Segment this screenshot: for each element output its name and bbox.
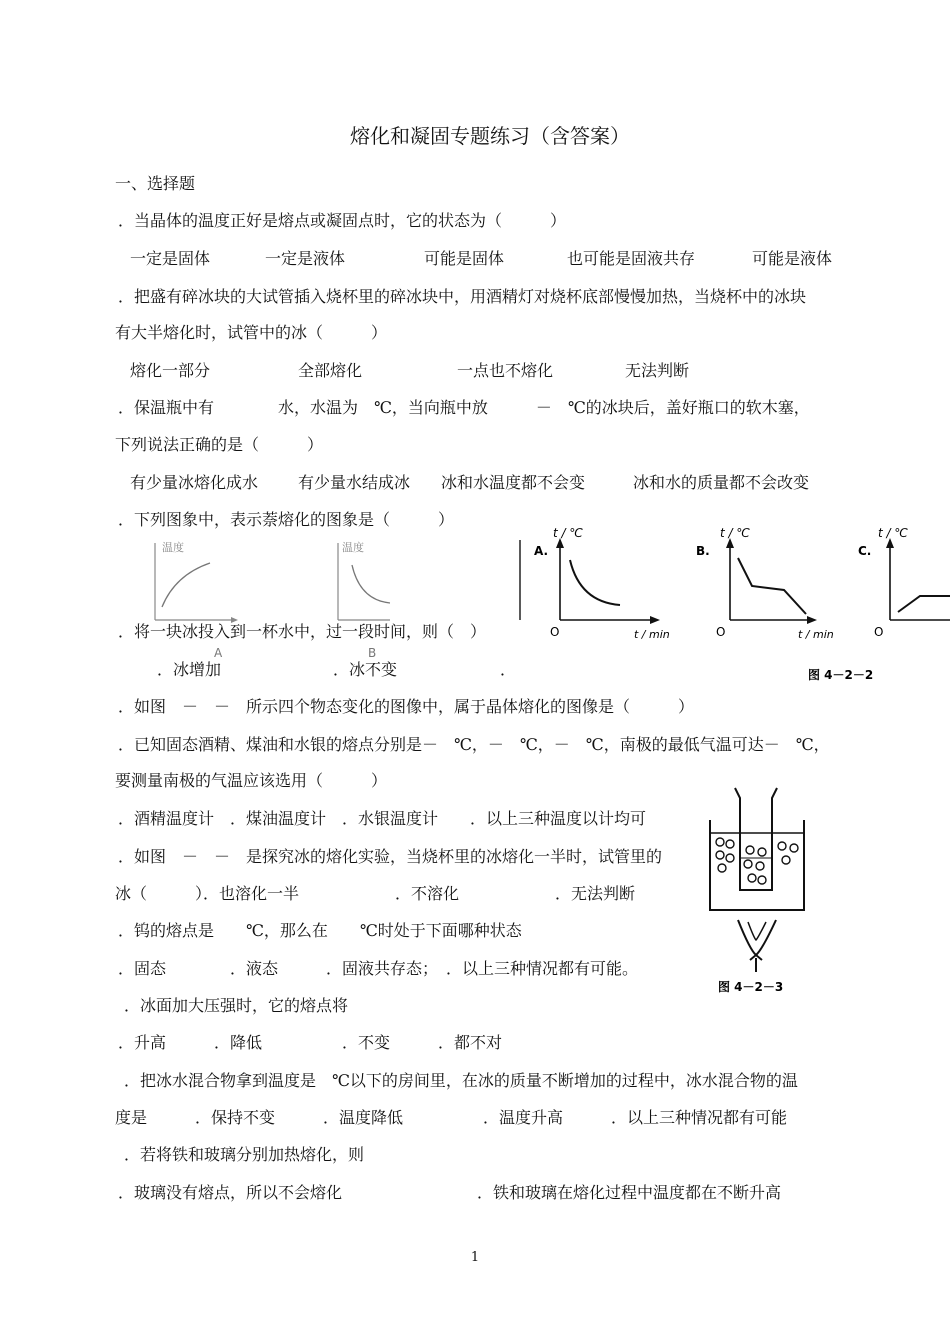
q5-option: ． — [500, 660, 517, 679]
document-title: 熔化和凝固专题练习（含答案） — [350, 124, 630, 148]
figure-graph-a — [534, 526, 670, 641]
q7-options: ．酒精温度计 ．煤油温度计 ．水银温度计 ．以上三种温度以计均可 — [118, 809, 647, 828]
question-2-line-2: 有大半熔化时，试管中的冰（ ） — [115, 323, 388, 342]
graph-b-label: B. — [696, 544, 710, 558]
q2-option: 熔化一部分 — [130, 361, 211, 380]
graph-b-label: B — [368, 646, 377, 660]
q3-option: 有少量水结成冰 — [298, 473, 411, 492]
graph-a-xlabel: t / min — [634, 628, 670, 641]
graph-b-xlabel: t / min — [798, 628, 834, 641]
figure-graph-c — [858, 526, 950, 639]
graph-b-origin: O — [716, 625, 726, 639]
q5-option: ．冰不变 — [333, 660, 398, 679]
figure-4-2-2-caption: 图 4－2－2 — [808, 668, 874, 682]
q1-option: 可能是固体 — [424, 249, 505, 268]
q1-option: 可能是液体 — [752, 249, 833, 268]
section-heading: 一、选择题 — [115, 174, 196, 193]
graph-a-ylabel: t / ℃ — [553, 526, 583, 540]
question-5: ．将一块冰投入到一杯水中，过一段时间，则（ ） — [118, 622, 487, 641]
graph-a — [155, 540, 238, 623]
question-3-line-2: 下列说法正确的是（ ） — [115, 435, 324, 454]
graph-c-ylabel: t / ℃ — [878, 526, 908, 540]
question-8-line-1: ．如图 － － 是探究冰的熔化实验，当烧杯里的冰熔化一半时，试管里的 — [118, 847, 663, 866]
q2-option: 全部熔化 — [298, 361, 363, 380]
question-1: ．当晶体的温度正好是熔点或凝固点时，它的状态为（ ） — [118, 211, 567, 230]
q1-option: 一定是固体 — [130, 249, 211, 268]
q9-options: ．固态 ．液态 ．固液共存态； ．以上三种情况都有可能。 — [118, 959, 639, 978]
question-6: ．如图 － － 所示四个物态变化的图像中，属于晶体熔化的图像是（ ） — [118, 697, 695, 716]
q5-option: ．冰增加 — [157, 660, 222, 679]
graph-c-label: C. — [858, 544, 872, 558]
q2-option: 一点也不熔化 — [457, 361, 554, 380]
q12-option: ．玻璃没有熔点，所以不会熔化 — [118, 1183, 343, 1202]
question-8-line-2: 冰（ ）．也溶化一半 ．不溶化 ．无法判断 — [115, 884, 636, 903]
q3-option: 有少量冰熔化成水 — [130, 473, 259, 492]
figure-4-2-3 — [700, 780, 840, 1000]
question-12: ．若将铁和玻璃分别加热熔化，则 — [124, 1145, 365, 1164]
q2-option: 无法判断 — [625, 361, 690, 380]
question-2-line-1: ．把盛有碎冰块的大试管插入烧杯里的碎冰块中，用酒精灯对烧杯底部慢慢加热，当烧杯中的冰块 — [118, 287, 807, 306]
graph-a-ylabel: 温度 — [162, 541, 184, 554]
graph-a-label: A. — [534, 544, 549, 558]
q3-option: 冰和水的质量都不会改变 — [633, 473, 810, 492]
question-10: ．冰面加大压强时，它的熔点将 — [124, 996, 349, 1015]
question-4: ．下列图象中，表示萘熔化的图象是（ ） — [118, 510, 455, 529]
question-3-line-1: ．保温瓶中有 水，水温为 ℃，当向瓶中放 － ℃的冰块后，盖好瓶口的软木塞， — [118, 398, 810, 417]
figure-graph-b — [696, 526, 834, 641]
question-9: ．钨的熔点是 ℃，那么在 ℃时处于下面哪种状态 — [118, 921, 522, 940]
graph-b — [338, 540, 390, 620]
figure-4-2-2 — [508, 520, 950, 690]
question-7-line-1: ．已知固态酒精、煤油和水银的熔点分别是－ ℃，－ ℃，－ ℃，南极的最低气温可达－ ℃， — [118, 735, 830, 754]
graph-b-ylabel: t / ℃ — [720, 526, 750, 540]
graph-b-ylabel: 温度 — [342, 541, 364, 554]
question-7-line-2: 要测量南极的气温应该选用（ ） — [115, 771, 388, 790]
graph-c-origin: O — [874, 625, 884, 639]
question-11-line-2: 度是 ．保持不变 ．温度降低 ．温度升高 ．以上三种情况都有可能 — [115, 1108, 788, 1127]
q12-option: ．铁和玻璃在熔化过程中温度都在不断升高 — [477, 1183, 782, 1202]
graph-a-origin: O — [550, 625, 560, 639]
q1-option: 也可能是固液共存 — [567, 249, 696, 268]
q1-option: 一定是液体 — [265, 249, 346, 268]
q3-option: 冰和水温度都不会变 — [441, 473, 586, 492]
question-11-line-1: ．把冰水混合物拿到温度是 ℃以下的房间里，在冰的质量不断增加的过程中，冰水混合物的温 — [124, 1071, 798, 1090]
figure-4-2-3-caption: 图 4－2－3 — [718, 980, 784, 994]
q10-options: ．升高 ．降低 ．不变 ．都不对 — [118, 1033, 503, 1052]
page-number: 1 — [470, 1250, 480, 1265]
graph-a-label: A — [214, 646, 223, 660]
